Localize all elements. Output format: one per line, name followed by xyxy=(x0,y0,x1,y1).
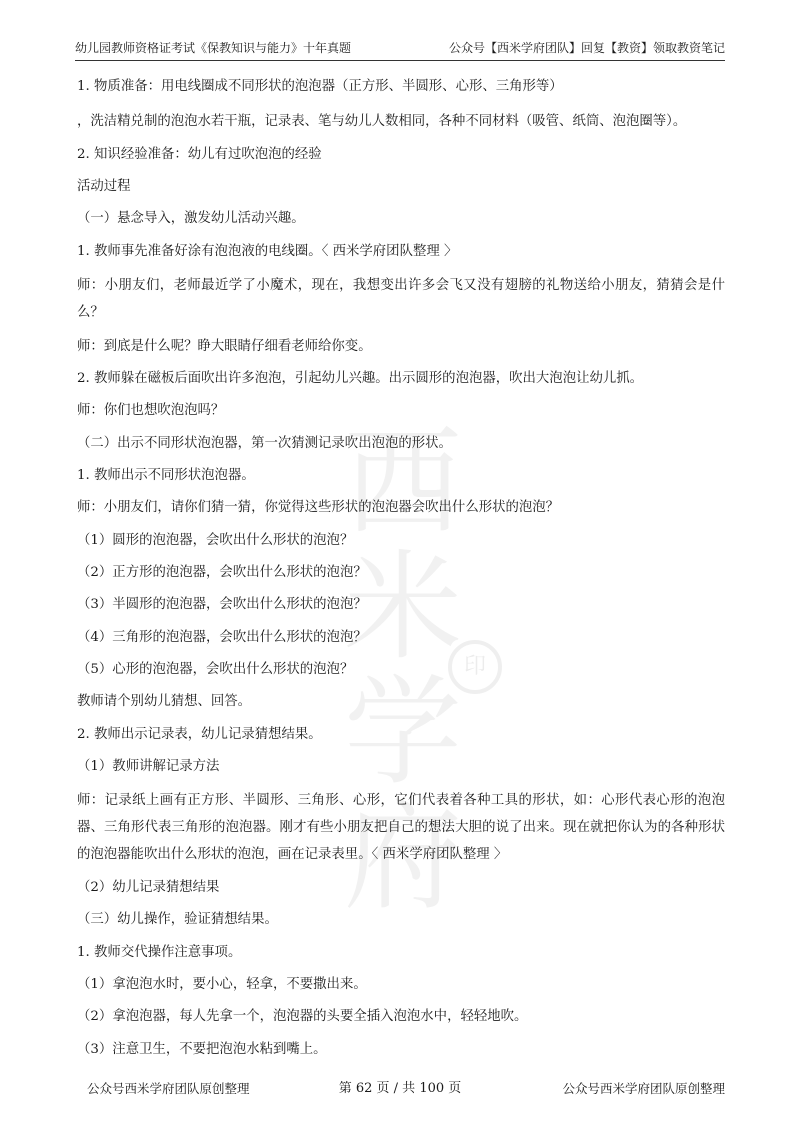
watermark-text: 西米学府 xyxy=(343,413,466,926)
paragraph: ，洗洁精兑制的泡泡水若干瓶，记录表、笔与幼儿人数相同，各种不同材料（吸管、纸筒、泡泡圈等）。 xyxy=(77,114,687,129)
document-body xyxy=(77,74,725,1060)
paragraph: 2. 教师躲在磁板后面吹出许多泡泡，引起幼儿兴趣。出示圆形的泡泡器，吹出大泡泡让幼儿抓。 xyxy=(77,371,644,386)
header-right-note: 公众号【西米学府团队】回复【教资】领取教资笔记 xyxy=(448,41,725,55)
paragraph: 教师请个别幼儿猜想、回答。 xyxy=(77,694,252,709)
paragraph: （5）心形的泡泡器，会吹出什么形状的泡泡？ xyxy=(77,662,354,677)
paragraph: 2. 知识经验准备：幼儿有过吹泡泡的经验 xyxy=(77,147,322,162)
footer-right: 公众号西米学府团队原创整理 xyxy=(562,1081,725,1096)
paragraph: 活动过程 xyxy=(77,179,131,194)
paragraph: （3）半圆形的泡泡器，会吹出什么形状的泡泡？ xyxy=(77,597,367,612)
page-footer xyxy=(75,1079,725,1099)
paragraph: （1）拿泡泡水时，要小心，轻拿，不要撒出来。 xyxy=(77,977,367,992)
paragraph: 师：到底是什么呢？睁大眼睛仔细看老师给你变。 xyxy=(77,339,372,354)
paragraph: （三）幼儿操作，验证猜想结果。 xyxy=(77,912,278,927)
header-left-title: 幼儿园教师资格证考试《保教知识与能力》十年真题 xyxy=(75,41,352,55)
paragraph: 师：小朋友们，老师最近学了小魔术，现在，我想变出许多会飞又没有翅膀的礼物送给小朋友，猜猜会是什么？ xyxy=(77,278,725,320)
paragraph: （3）注意卫生，不要把泡泡水粘到嘴上。 xyxy=(77,1042,327,1057)
paragraph: （4）三角形的泡泡器，会吹出什么形状的泡泡？ xyxy=(77,630,367,645)
paragraph: 1. 教师出示不同形状泡泡器。 xyxy=(77,468,255,483)
watermark-seal-icon: 印 xyxy=(448,640,502,694)
paragraph: （1）圆形的泡泡器，会吹出什么形状的泡泡？ xyxy=(77,533,354,548)
footer-left: 公众号西米学府团队原创整理 xyxy=(87,1081,250,1096)
paragraph: （2）幼儿记录猜想结果 xyxy=(77,880,220,895)
paragraph: （1）教师讲解记录方法 xyxy=(77,759,220,774)
paragraph: （一）悬念导入，激发幼儿活动兴趣。 xyxy=(77,211,305,226)
paragraph: 师：你们也想吹泡泡吗？ xyxy=(77,403,225,418)
paragraph: （2）正方形的泡泡器，会吹出什么形状的泡泡？ xyxy=(77,565,367,580)
paragraph: 1. 物质准备：用电线圈成不同形状的泡泡器（正方形、半圆形、心形、三角形等） xyxy=(77,79,563,94)
paragraph: 师：小朋友们，请你们猜一猜，你觉得这些形状的泡泡器会吹出什么形状的泡泡？ xyxy=(77,500,560,515)
paragraph: 2. 教师出示记录表，幼儿记录猜想结果。 xyxy=(77,727,322,742)
page-number: 第 62 页 / 共 100 页 xyxy=(338,1081,462,1096)
page-header xyxy=(75,38,725,61)
paragraph: （2）拿泡泡器，每人先拿一个，泡泡器的头要全插入泡泡水中，轻轻地吹。 xyxy=(77,1009,528,1024)
paragraph: 师：记录纸上画有正方形、半圆形、三角形、心形，它们代表着各种工具的形状，如：心形代表心形的泡泡器、三角形代表三角形的泡泡器。刚才有些小朋友把自己的想法大胆的说了出来。现在就把你认为的各种形状的泡泡器能吹出什么形状的泡泡，画在记录表里。〈 西米学府团队整理 〉 xyxy=(77,793,725,862)
paragraph: 1. 教师交代操作注意事项。 xyxy=(77,945,242,960)
paragraph: （二）出示不同形状泡泡器，第一次猜测记录吹出泡泡的形状。 xyxy=(77,436,452,451)
paragraph: 1. 教师事先准备好涂有泡泡液的电线圈。〈 西米学府团队整理 〉 xyxy=(77,244,458,259)
